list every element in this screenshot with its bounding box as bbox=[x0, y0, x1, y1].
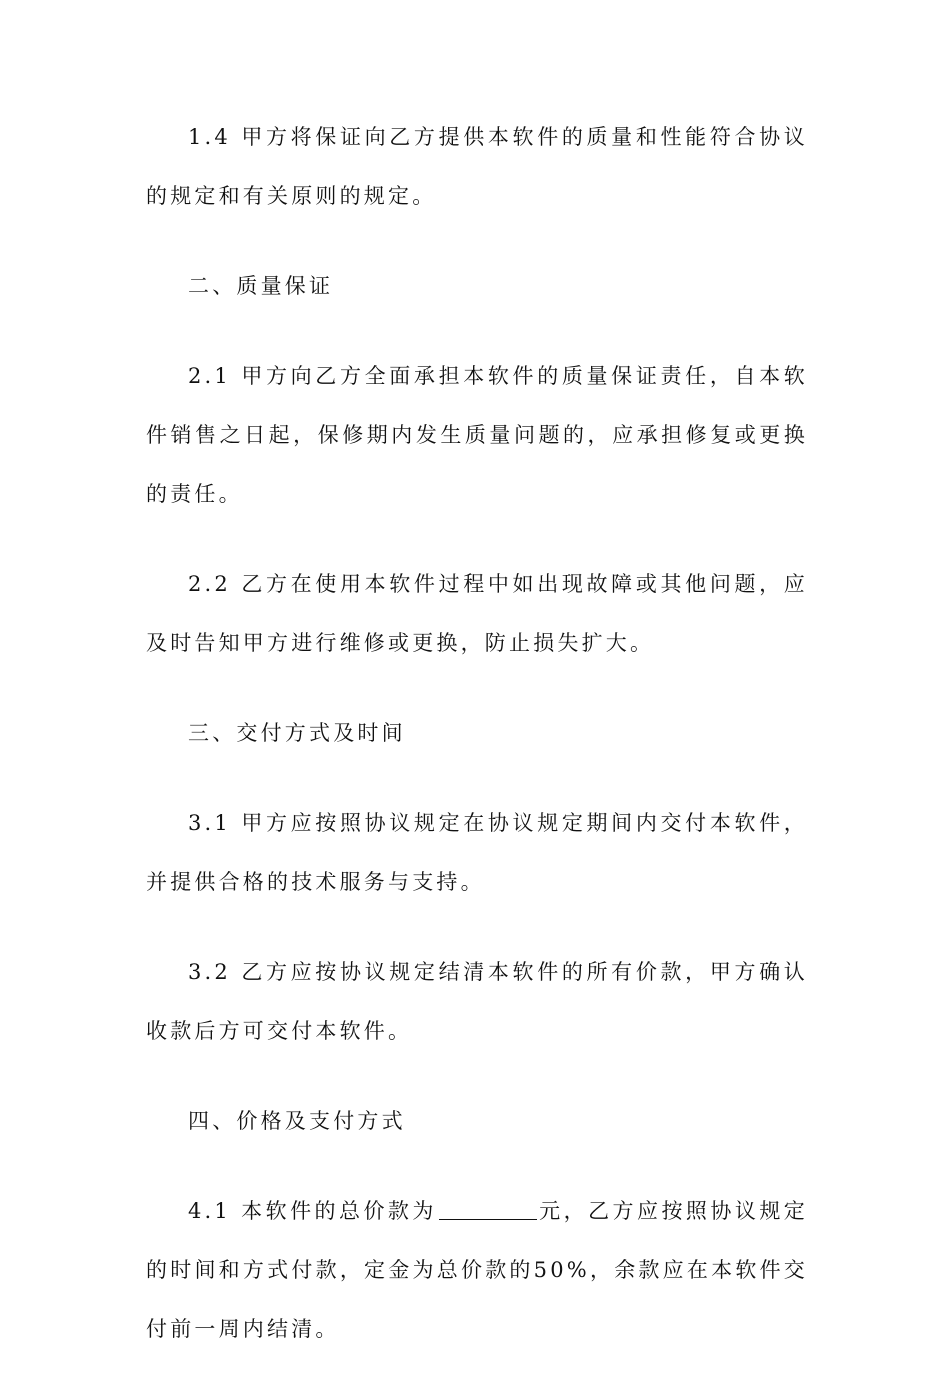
clause-4-1-before: 4.1 本软件的总价款为 bbox=[188, 1199, 437, 1223]
clause-4-1-after: 元，乙方应按照协议规定的时间和方式付款，定金为总价款的50%，余款应在本软件交付前一周内结清。 bbox=[146, 1199, 808, 1341]
price-blank-line bbox=[439, 1197, 537, 1220]
clause-3-1: 3.1 甲方应按照协议规定在协议规定期间内交付本软件，并提供合格的技术服务与支持。 bbox=[146, 811, 808, 894]
clause-4-1 bbox=[146, 1182, 808, 1359]
section-heading-quality-guarantee: 二、质量保证 bbox=[188, 274, 334, 298]
section-heading-delivery: 三、交付方式及时间 bbox=[188, 721, 406, 745]
clause-3-2: 3.2 乙方应按协议规定结清本软件的所有价款，甲方确认收款后方可交付本软件。 bbox=[146, 960, 808, 1043]
clause-2-2: 2.2 乙方在使用本软件过程中如出现故障或其他问题，应及时告知甲方进行维修或更换，防止损失扩大。 bbox=[146, 572, 808, 655]
clause-2-1: 2.1 甲方向乙方全面承担本软件的质量保证责任，自本软件销售之日起，保修期内发生质量问题的，应承担修复或更换的责任。 bbox=[146, 364, 808, 506]
document-body bbox=[146, 108, 808, 1390]
clause-1-4: 1.4 甲方将保证向乙方提供本软件的质量和性能符合协议的规定和有关原则的规定。 bbox=[146, 125, 808, 208]
section-heading-price-payment: 四、价格及支付方式 bbox=[188, 1109, 406, 1133]
